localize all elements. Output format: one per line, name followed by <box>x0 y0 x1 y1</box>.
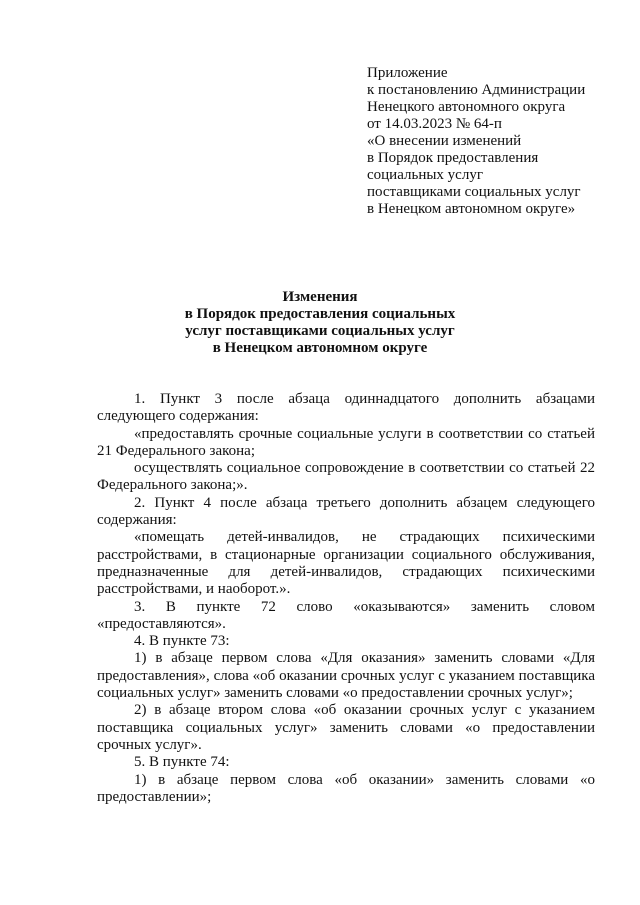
appendix-line: в Порядок предоставления <box>367 150 539 166</box>
document-title <box>95 289 545 357</box>
appendix-line: «О внесении изменений <box>367 133 522 149</box>
appendix-block <box>367 65 622 218</box>
title-line: в Порядок предоставления социальных <box>184 306 456 322</box>
paragraph: «помещать детей-инвалидов, не страдающих психическими расстройствами, в стационарные организации социального обслуживания, предназначенные для детей-инвалидов, страдающих психическими расстройствами, и наоборот.». <box>97 529 595 598</box>
paragraph: 1) в абзаце первом слова «Для оказания» заменить словами «Для предоставления», слова «об оказании срочных услуг с указанием поставщика социальных услуг» заменить словами «о предоставлении срочных услуг»; <box>97 650 595 702</box>
paragraph: 3. В пункте 72 слово «оказываются» заменить словом «предоставляются». <box>97 598 595 632</box>
appendix-line: к постановлению Администрации <box>367 82 586 98</box>
paragraph: 5. В пункте 74: <box>134 754 230 771</box>
appendix-line: поставщиками социальных услуг <box>367 184 581 200</box>
title-line: услуг поставщиками социальных услуг <box>185 323 455 339</box>
appendix-line: Приложение <box>367 65 448 81</box>
title-line: в Ненецком автономном округе <box>212 340 428 356</box>
appendix-line: Ненецкого автономного округа <box>367 99 566 115</box>
appendix-line: в Ненецком автономном округе» <box>367 201 576 217</box>
paragraph: «предоставлять срочные социальные услуги в соответствии со статьей 21 Федерального закона; <box>97 425 595 459</box>
paragraph: 1) в абзаце первом слова «об оказании» заменить словами «о предоставлении»; <box>97 771 595 805</box>
paragraph: 4. В пункте 73: <box>134 633 230 650</box>
paragraph: 2. Пункт 4 после абзаца третьего дополнить абзацем следующего содержания: <box>97 494 595 529</box>
appendix-line: от 14.03.2023 № 64-п <box>367 116 502 132</box>
paragraph: осуществлять социальное сопровождение в соответствии со статьей 22 Федерального закона;». <box>97 460 595 494</box>
title-line: Изменения <box>282 289 358 305</box>
document-body <box>97 391 595 806</box>
paragraph: 2) в абзаце втором слова «об оказании срочных услуг с указанием поставщика социальных услуг» заменить словами «о предоставлении срочных услуг». <box>97 702 595 753</box>
paragraph: 1. Пункт 3 после абзаца одиннадцатого дополнить абзацами следующего содержания: <box>97 391 595 425</box>
appendix-line: социальных услуг <box>367 167 483 183</box>
